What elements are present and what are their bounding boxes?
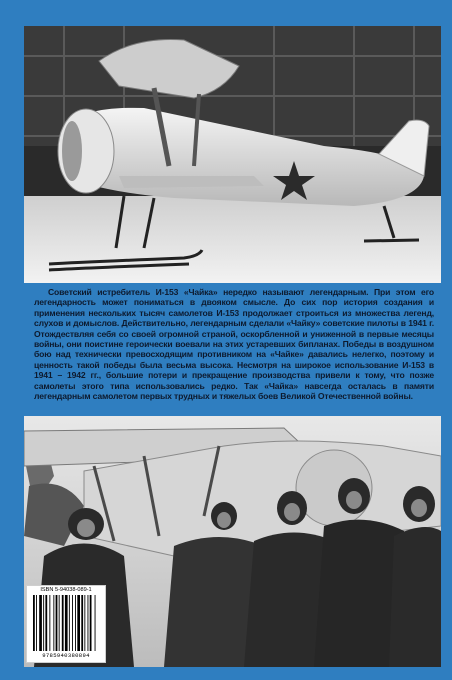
barcode-bars [33,595,99,651]
description-paragraph: Советский истребитель И-153 «Чайка» нередко называют легендарным. При этом его легендарность может пониматься в двояком смысле. До сих пор история создания и применения нескольких тысяч самолетов И-153 продолжает строиться из множества легенд, слухов и домыслов. Действительно, легендарным сделали «Чайку» советские пилоты в 1941 г. Отождествляя себя со своей огромной страной, оскорбленной и униженной в первые месяцы войны, они поистине героически воевали на этих устаревших бипланах. Победы в воздушном бою над технически превосходящим противником на «Чайке» давались нелегко, поэтому и ценность такой победы была весьма высока. Несмотря на широкое использование И-153 в 1941 – 1942 гг., большие потери и прекращение производства привели к тому, что позже самолеты этого типа использовались редко. Так «Чайка» навсегда осталась в памяти легендарным самолетом первых трудных и тяжелых боев Великой Отечественной войны. [34,287,434,402]
isbn-label: ISBN 5-94038-089-1 [40,587,92,593]
biplane-on-skis-image [24,26,441,283]
top-photo-biplane-on-skis [24,26,441,283]
isbn-barcode [26,585,106,663]
barcode-digits: 9785940380894 [42,652,90,659]
